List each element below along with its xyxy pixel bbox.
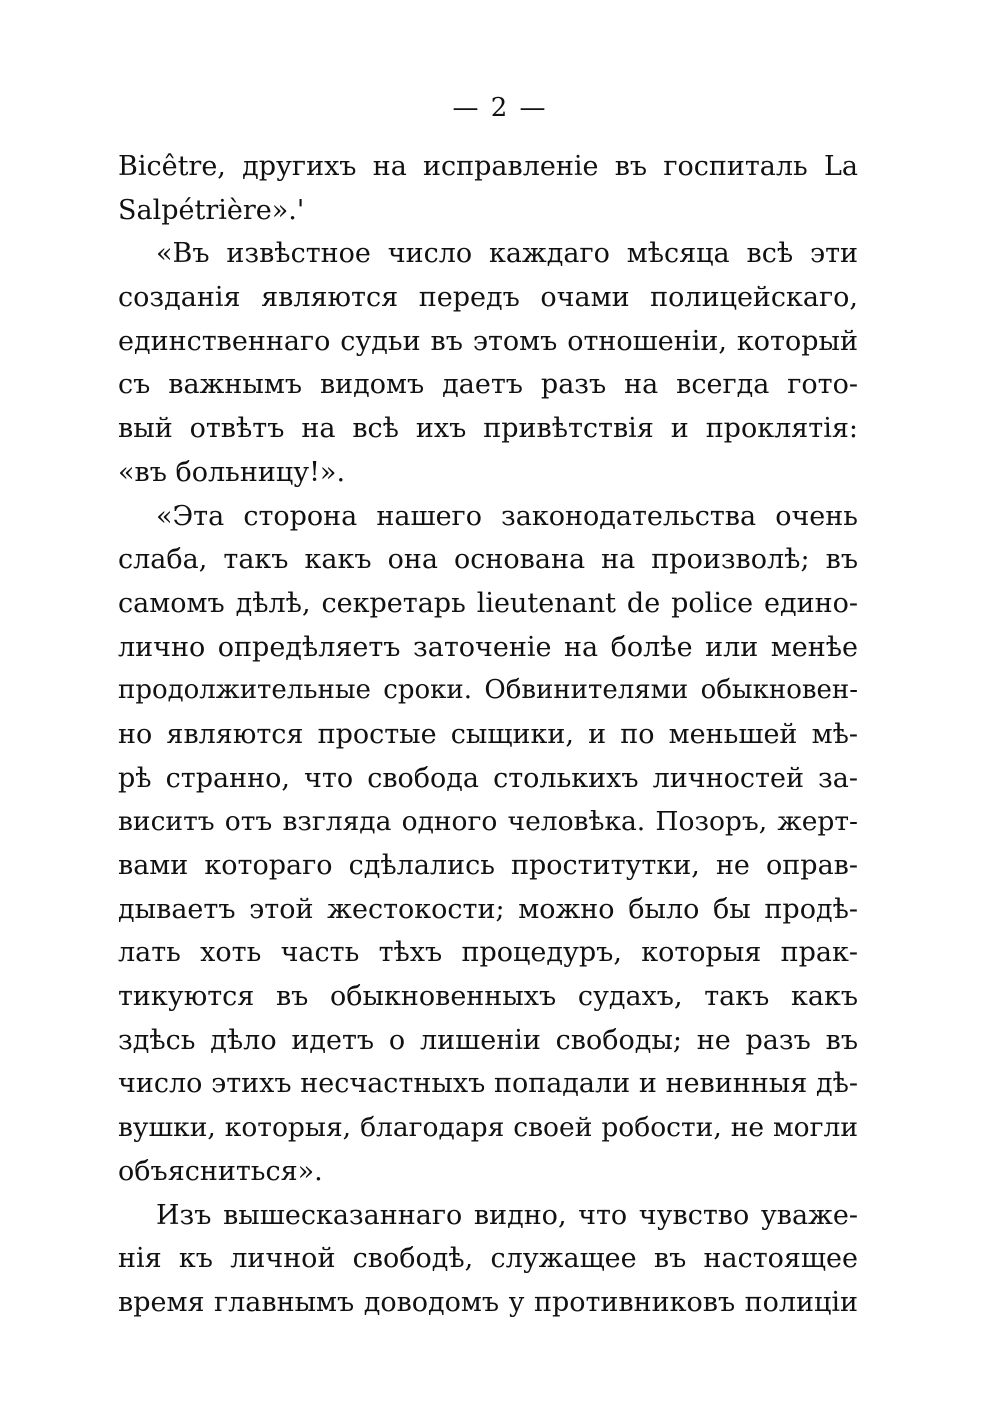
- text-line: созданія являются передъ очами полицейскаго,: [118, 282, 858, 314]
- text-line: лать хоть часть тѣхъ процедуръ, которыя прак-: [118, 937, 858, 969]
- page-number: — 2 —: [452, 93, 548, 123]
- text-line: рѣ странно, что свобода столькихъ личностей за-: [118, 762, 858, 794]
- text-line: Salpétrière».': [118, 194, 305, 226]
- text-line: Bicêtre, другихъ на исправленіе въ госпиталь La: [118, 151, 858, 182]
- text-line: слаба, такъ какъ она основана на произволѣ; въ: [118, 544, 858, 576]
- text-line: тикуются въ обыкновенныхъ судахъ, такъ какъ: [118, 981, 858, 1013]
- body-text: [118, 145, 858, 1325]
- text-line: дываетъ этой жестокости; можно было бы продѣ-: [118, 893, 858, 925]
- text-line: Изъ вышесказаннаго видно, что чувство уваже-: [156, 1199, 858, 1231]
- text-line: «Эта сторона нашего законодательства очень: [156, 500, 858, 532]
- text-line: вушки, которыя, благодаря своей робости, не могли: [118, 1112, 858, 1144]
- text-line: здѣсь дѣло идетъ о лишеніи свободы; не разъ въ: [118, 1024, 858, 1056]
- text-line: число этихъ несчастныхъ попадали и невинныя дѣ-: [118, 1068, 858, 1100]
- text-line: лично опредѣляетъ заточеніе на болѣе или менѣе: [118, 631, 858, 663]
- text-line: единственнаго судьи въ этомъ отношеніи, который: [118, 325, 858, 357]
- text-line: самомъ дѣлѣ, секретарь lieutenant de police едино-: [118, 587, 858, 619]
- text-line: «въ больницу!».: [118, 456, 346, 488]
- text-line: вый отвѣтъ на всѣ ихъ привѣтствія и проклятія:: [118, 413, 858, 445]
- text-line: объясниться».: [118, 1155, 323, 1187]
- text-line: «Въ извѣстное число каждаго мѣсяца всѣ эти: [156, 238, 858, 270]
- text-line: время главнымъ доводомъ у противниковъ полиціи: [118, 1286, 858, 1318]
- text-line: вами котораго сдѣлались проститутки, не оправ-: [118, 850, 858, 881]
- text-line: продолжительные сроки. Обвинителями обыкновен-: [118, 675, 858, 706]
- text-line: съ важнымъ видомъ даетъ разъ на всегда гото-: [118, 369, 858, 401]
- text-line: но являются простые сыщики, и по меньшей мѣ-: [118, 718, 858, 750]
- text-line: виситъ отъ взгляда одного человѣка. Позоръ, жерт-: [118, 806, 858, 838]
- text-line: нія къ личной свободѣ, служащее въ настоящее: [118, 1243, 858, 1275]
